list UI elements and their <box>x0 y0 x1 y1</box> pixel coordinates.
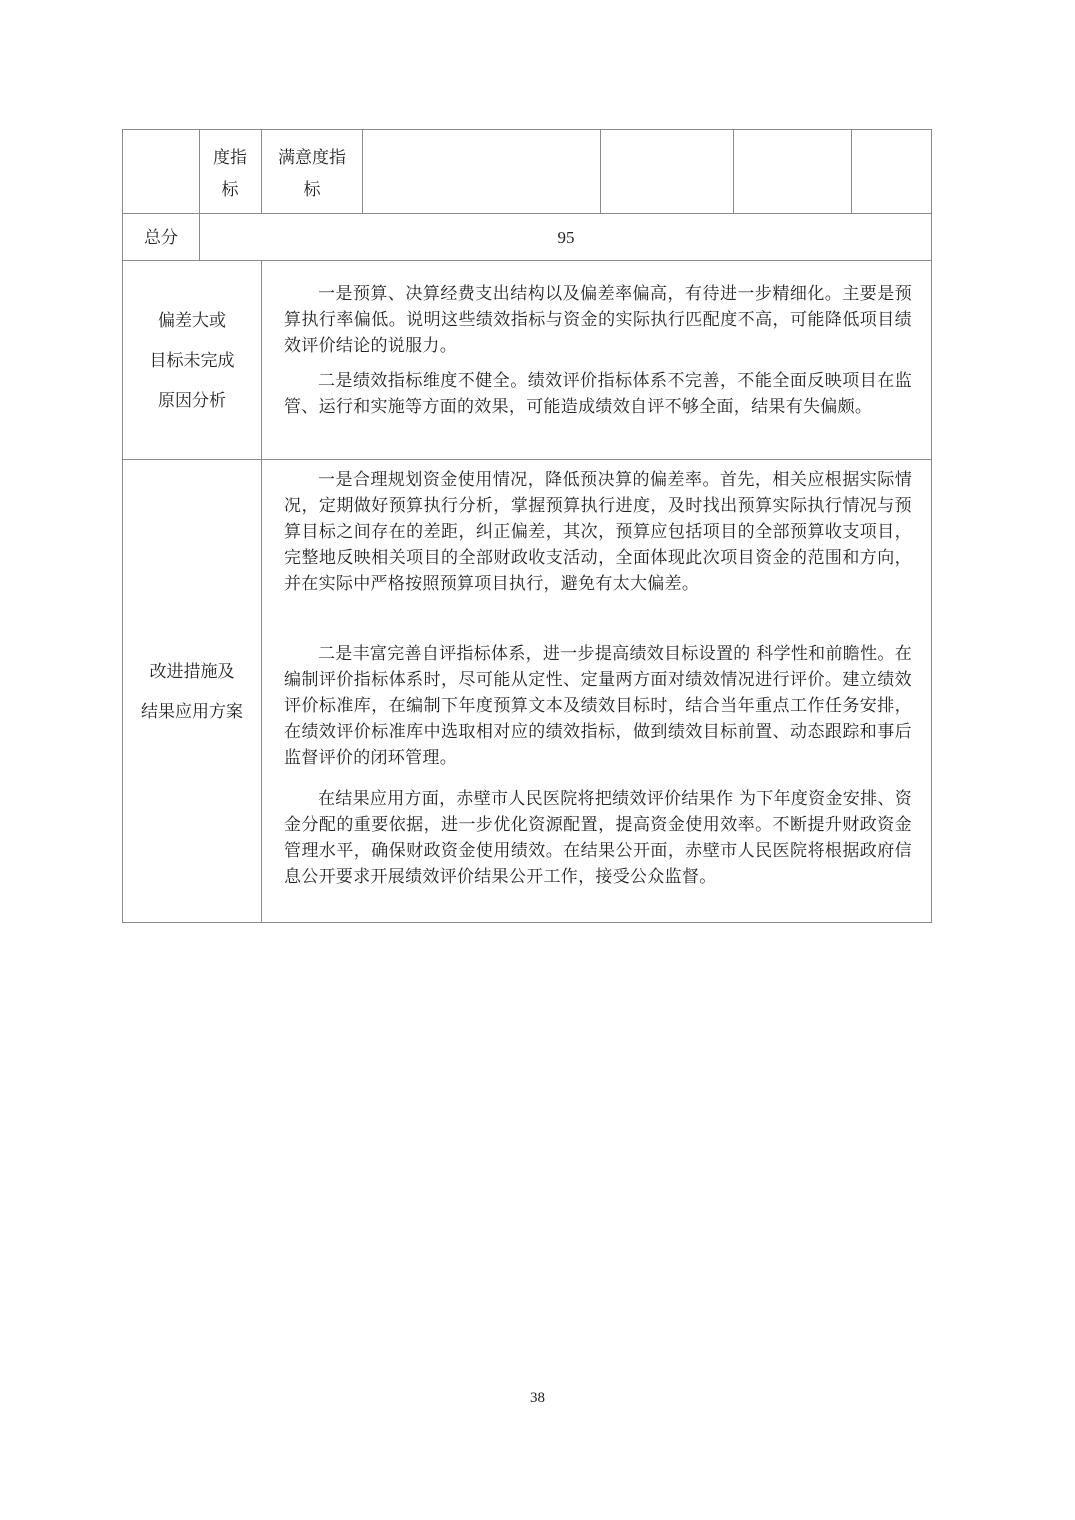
improvement-label-line: 结果应用方案 <box>141 701 243 722</box>
total-score-value-cell <box>200 214 932 261</box>
indicator-name-text: 满意度指标 <box>278 148 346 200</box>
deviation-paragraph: 二是绩效指标维度不健全。绩效评价指标体系不完善，不能全面反映项目在监管、运行和实施等方面的效果，可能造成绩效自评不够全面，结果有失偏颇。 <box>284 371 912 417</box>
total-score-label: 总分 <box>144 227 178 248</box>
deviation-paragraph: 一是预算、决算经费支出结构以及偏差率偏高，有待进一步精细化。主要是预算执行率偏低。说明这些绩效指标与资金的实际执行匹配度不高，可能降低项目绩效评价结论的说服力。 <box>284 284 912 356</box>
deviation-label-line: 偏差大或 <box>158 310 226 331</box>
improvement-paragraph: 二是丰富完善自评指标体系，进一步提高绩效目标设置的 科学性和前瞻性。在编制评价指标体系时，尽可能从定性、定量两方面对绩效情况进行评价。建立绩效评价标准库，在编制下年度预算文本及绩效目标时，结合当年重点工作任务安排，在绩效评价标准库中选取相对应的绩效指标，做到绩效目标前置、动态跟踪和事后监督评价的闭环管理。 <box>284 644 912 768</box>
indicator-name-cell <box>272 142 352 206</box>
improvement-paragraph: 在结果应用方面，赤壁市人民医院将把绩效评价结果作 为下年度资金安排、资金分配的重要依据，进一步优化资源配置，提高资金使用效率。不断提升财政资金管理水平，确保财政资金使用绩效。在结果公开面，赤壁市人民医院将根据政府信息公开要求开展绩效评价结果公开工作，接受公众监督。 <box>284 789 912 887</box>
total-score-label-cell <box>122 214 200 261</box>
table-col-divider <box>362 129 363 213</box>
deviation-label-line: 原因分析 <box>158 390 226 411</box>
improvement-label-line: 改进措施及 <box>149 661 235 682</box>
deviation-label-line: 目标未完成 <box>149 350 235 371</box>
page-number: 38 <box>530 1390 545 1406</box>
deviation-label-cell <box>122 261 262 460</box>
table-border-top <box>122 129 932 130</box>
table-col-divider <box>851 129 852 213</box>
table-col-divider <box>261 129 262 213</box>
table-col-divider <box>600 129 601 213</box>
table-col-divider <box>733 129 734 213</box>
improvement-label-cell <box>122 460 262 923</box>
total-score-value: 95 <box>557 227 575 247</box>
indicator-type-cell <box>212 142 248 206</box>
indicator-type-text: 度指标 <box>213 148 247 200</box>
improvement-paragraph: 一是合理规划资金使用情况，降低预决算的偏差率。首先，相关应根据实际情况，定期做好预算执行分析，掌握预算执行进度，及时找出预算实际执行情况与预算目标之间存在的差距，纠正偏差，其次，预算应包括项目的全部预算收支项目，完整地反映相关项目的全部财政收支活动，全面体现此次项目资金的范围和方向，并在实际中严格按照预算项目执行，避免有太大偏差。 <box>284 470 912 594</box>
